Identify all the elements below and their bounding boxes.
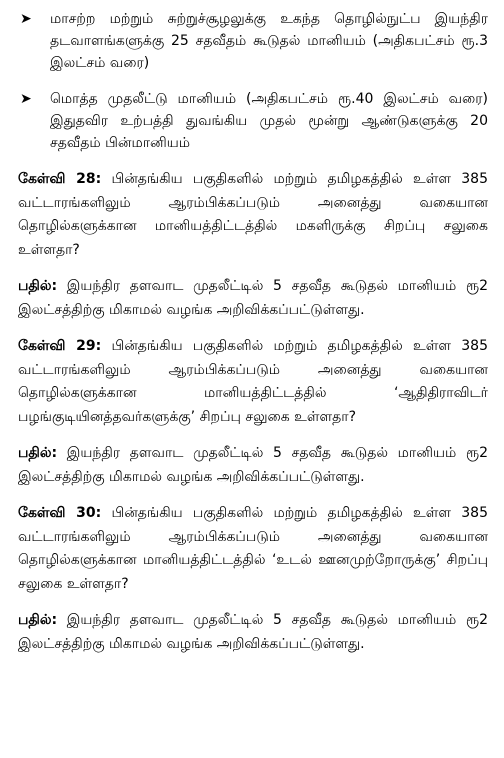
question-label: கேள்வி 30:: [18, 505, 102, 521]
arrow-bullet-icon: ➤: [20, 11, 32, 27]
question-label: கேள்வி 29:: [18, 338, 102, 354]
question-text: பின்தங்கிய பகுதிகளில் மற்றும் தமிழகத்தில் உள்ள 385 வட்டாரங்களிலும் ஆரம்பிக்கப்படும் அனைத்து வகையான தொழில்களுக்கான மானியத்திட்டத்தில் ‘உடல் ஊனமுற்றோருக்கு’ சிறப்பு சலுகை உள்ளதா?: [18, 505, 488, 592]
bullet-item: [18, 88, 488, 154]
answer-text: இயந்திர தளவாட முதலீட்டில் 5 சதவீத கூடுதல் மானியம் ரூ2 இலட்சத்திற்கு மிகாமல் வழங்க அறிவிக்கப்பட்டுள்ளது.: [18, 445, 488, 485]
answer-30: [18, 609, 488, 656]
question-text: பின்தங்கிய பகுதிகளில் மற்றும் தமிழகத்தில் உள்ள 385 வட்டாரங்களிலும் ஆரம்பிக்கப்படும் அனைத்து வகையான தொழில்களுக்கான மானியத்திட்டத்தில் மகளிருக்கு சிறப்பு சலுகை உள்ளதா?: [18, 171, 488, 258]
bullet-text: மாசற்ற மற்றும் சுற்றுச்சூழலுக்கு உகந்த தொழில்நுட்ப இயந்திர தடவாளங்களுக்கு 25 சதவீதம் கூடுதல் மானியம் (அதிகபட்சம் ரூ.3 இலட்சம் வரை): [50, 11, 488, 71]
question-29: [18, 335, 488, 429]
answer-label: பதில்:: [18, 278, 58, 294]
arrow-bullet-icon: ➤: [20, 91, 32, 107]
answer-29: [18, 442, 488, 489]
bullet-text: மொத்த முதலீட்டு மானியம் (அதிகபட்சம் ரூ.40 இலட்சம் வரை) இதுதவிர உற்பத்தி துவங்கிய முதல் மூன்று ஆண்டுகளுக்கு 20 சதவீதம் பின்மானியம்: [50, 91, 488, 151]
question-label: கேள்வி 28:: [18, 171, 102, 187]
answer-28: [18, 275, 488, 322]
answer-text: இயந்திர தளவாட முதலீட்டில் 5 சதவீத கூடுதல் மானியம் ரூ2 இலட்சத்திற்கு மிகாமல் வழங்க அறிவிக்கப்பட்டுள்ளது.: [18, 612, 488, 652]
question-text: பின்தங்கிய பகுதிகளில் மற்றும் தமிழகத்தில் உள்ள 385 வட்டாரங்களிலும் ஆரம்பிக்கப்படும் அனைத்து வகையான தொழில்களுக்கான மானியத்திட்டத்தில் ‘ஆதிதிராவிடர் பழங்குடியினத்தவர்களுக்கு’ சிறப்பு சலுகை உள்ளதா?: [18, 338, 488, 425]
answer-label: பதில்:: [18, 445, 58, 461]
question-28: [18, 168, 488, 262]
bullet-item: [18, 8, 488, 74]
answer-text: இயந்திர தளவாட முதலீட்டில் 5 சதவீத கூடுதல் மானியம் ரூ2 இலட்சத்திற்கு மிகாமல் வழங்க அறிவிக்கப்பட்டுள்ளது.: [18, 278, 488, 318]
answer-label: பதில்:: [18, 612, 58, 628]
question-30: [18, 502, 488, 596]
